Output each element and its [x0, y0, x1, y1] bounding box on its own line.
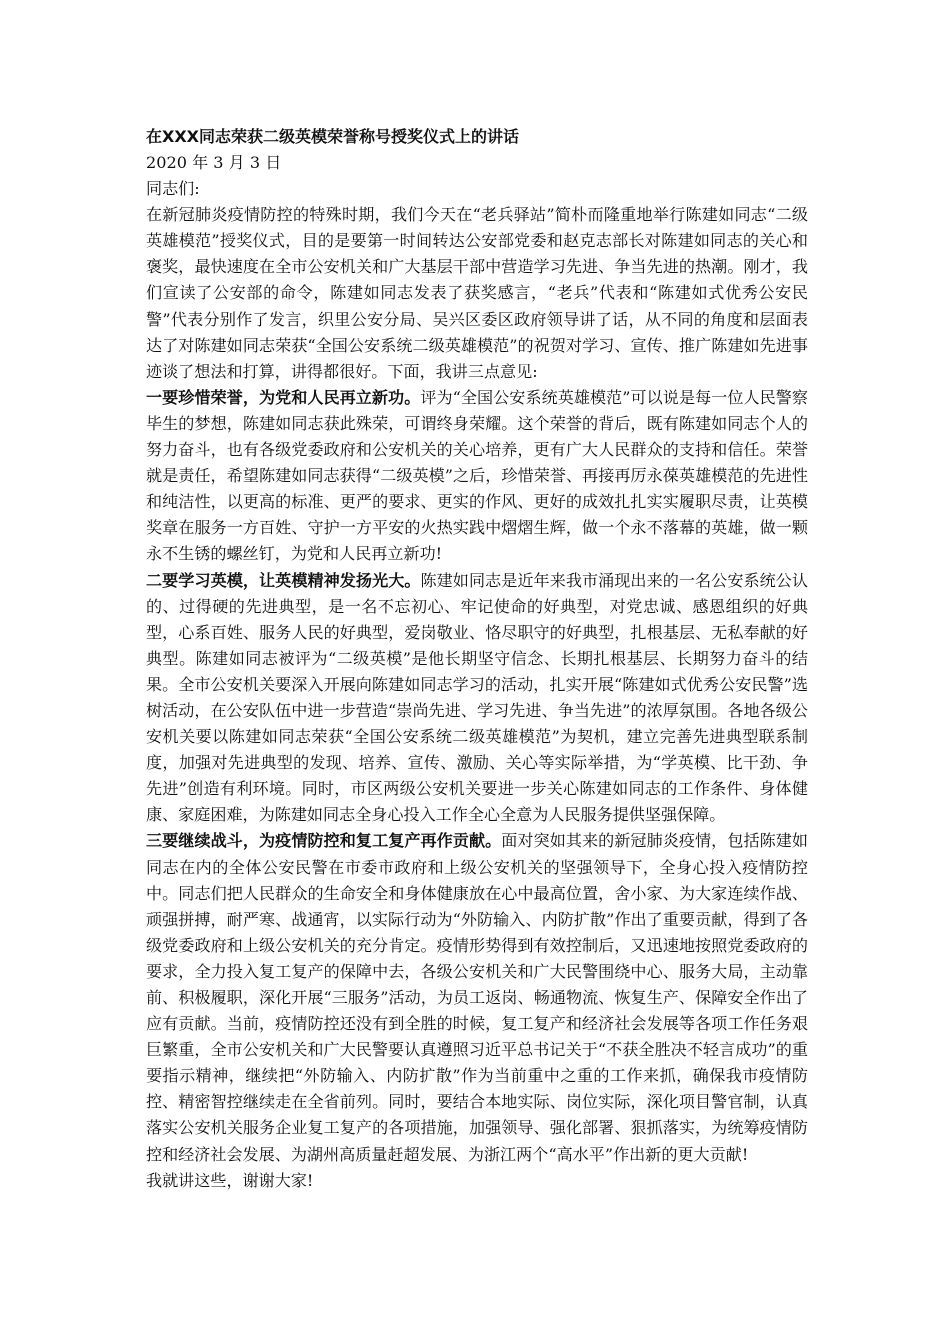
greeting: 同志们: — [146, 179, 200, 199]
document-date: 2020 年 3 月 3 日 — [146, 153, 282, 172]
closing-remark: 我就讲这些，谢谢大家! — [146, 1170, 314, 1190]
point-one-heading: 一要珍惜荣誉，为党和人民再立新功。 — [146, 387, 421, 407]
document-page — [146, 124, 808, 1194]
document-title: 在XXX同志荣获二级英模荣誉称号授奖仪式上的讲话 — [146, 127, 520, 146]
point-one-text: 评为“全国公安系统英雄模范”可以说是每一位人民警察毕生的梦想，陈建如同志获此殊荣，可谓终身荣耀。这个荣誉的背后，既有陈建如同志个人的努力奋斗，也有各级党委政府和公安机关的关心培养，更有广大人民群众的支持和信任。荣誉就是责任，希望陈建如同志获得“二级英模”之后，珍惜荣誉、再接再厉永葆英雄模范的先进性和纯洁性，以更高的标准、更严的要求、更实的作风、更好的成效扎扎实实履职尽责，让英模奖章在服务一方百姓、守护一方平安的火热实践中熠熠生辉，做一个永不落幕的英雄，做一颗永不生锈的螺丝钉，为党和人民再立新功! — [146, 387, 808, 564]
intro-paragraph: 在新冠肺炎疫情防控的特殊时期，我们今天在“老兵驿站”简朴而隆重地举行陈建如同志“二级英雄模范”授奖仪式，目的是要第一时间转达公安部党委和赵克志部长对陈建如同志的关心和褒奖，最快速度在全市公安机关和广大基层干部中营造学习先进、争当先进的热潮。刚才，我们宣读了公安部的命令，陈建如同志发表了获奖感言，“老兵”代表和“陈建如式优秀公安民警”代表分别作了发言，织里公安分局、吴兴区委区政府领导讲了话，从不同的角度和层面表达了对陈建如同志荣获“全国公安系统二级英雄模范”的祝贺对学习、宣传、推广陈建如先进事迹谈了想法和打算，讲得都很好。下面，我讲三点意见: — [146, 205, 808, 381]
point-three-paragraph — [146, 828, 808, 1167]
point-three-text: 面对突如其来的新冠肺炎疫情，包括陈建如同志在内的全体公安民警在市委市政府和上级公安机关的坚强领导下，全身心投入疫情防控中。同志们把人民群众的生命安全和身体健康放在心中最高位置，舍小家、为大家连续作战、顽强拼搏，耐严寒、战通宵，以实际行动为“外防输入、内防扩散”作出了重要贡献，得到了各级党委政府和上级公安机关的充分肯定。疫情形势得到有效控制后，又迅速地按照党委政府的要求，全力投入复工复产的保障中去，各级公安机关和广大民警围绕中心、服务大局，主动靠前、积极履职，深化开展“三服务”活动，为员工返岗、畅通物流、恢复生产、保障安全作出了应有贡献。当前，疫情防控还没有到全胜的时候，复工复产和经济社会发展等各项工作任务艰巨繁重，全市公安机关和广大民警要认真遵照习近平总书记关于“不获全胜决不轻言成功”的重要指示精神，继续把“外防输入、内防扩散”作为当前重中之重的工作来抓，确保我市疫情防控、精密智控继续走在全省前列。同时，要结合本地实际、岗位实际，深化项目警官制，认真落实公安机关服务企业复工复产的各项措施，加强领导、强化部署、狠抓落实，为统筹疫情防控和经济社会发展、为湖州高质量赶超发展、为浙江两个“高水平”作出新的更大贡献! — [146, 831, 809, 1164]
point-three-heading: 三要继续战斗，为疫情防控和复工复产再作贡献。 — [146, 831, 502, 851]
point-two-heading: 二要学习英模，让英模精神发扬光大。 — [146, 570, 421, 590]
point-two-text: 陈建如同志是近年来我市涌现出来的一名公安系统公认的、过得硬的先进典型，是一名不忘初心、牢记使命的好典型，对党忠诚、感恩组织的好典型，心系百姓、服务人民的好典型，爱岗敬业、恪尽职守的好典型，扎根基层、无私奉献的好典型。陈建如同志被评为“二级英模”是他长期坚守信念、长期扎根基层、长期努力奋斗的结果。全市公安机关要深入开展向陈建如同志学习的活动，扎实开展“陈建如式优秀公安民警”选树活动，在公安队伍中进一步营造“崇尚先进、学习先进、争当先进”的浓厚氛围。各地各级公安机关要以陈建如同志荣获“全国公安系统二级英雄模范”为契机，建立完善先进典型联系制度，加强对先进典型的发现、培养、宣传、激励、关心等实际举措，为“学英模、比干劲、争先进”创造有利环境。同时，市区两级公安机关要进一步关心陈建如同志的工作条件、身体健康、家庭困难，为陈建如同志全身心投入工作全心全意为人民服务提供坚强保障。 — [146, 570, 809, 825]
point-two-paragraph — [146, 568, 808, 829]
point-one-paragraph — [146, 385, 808, 568]
